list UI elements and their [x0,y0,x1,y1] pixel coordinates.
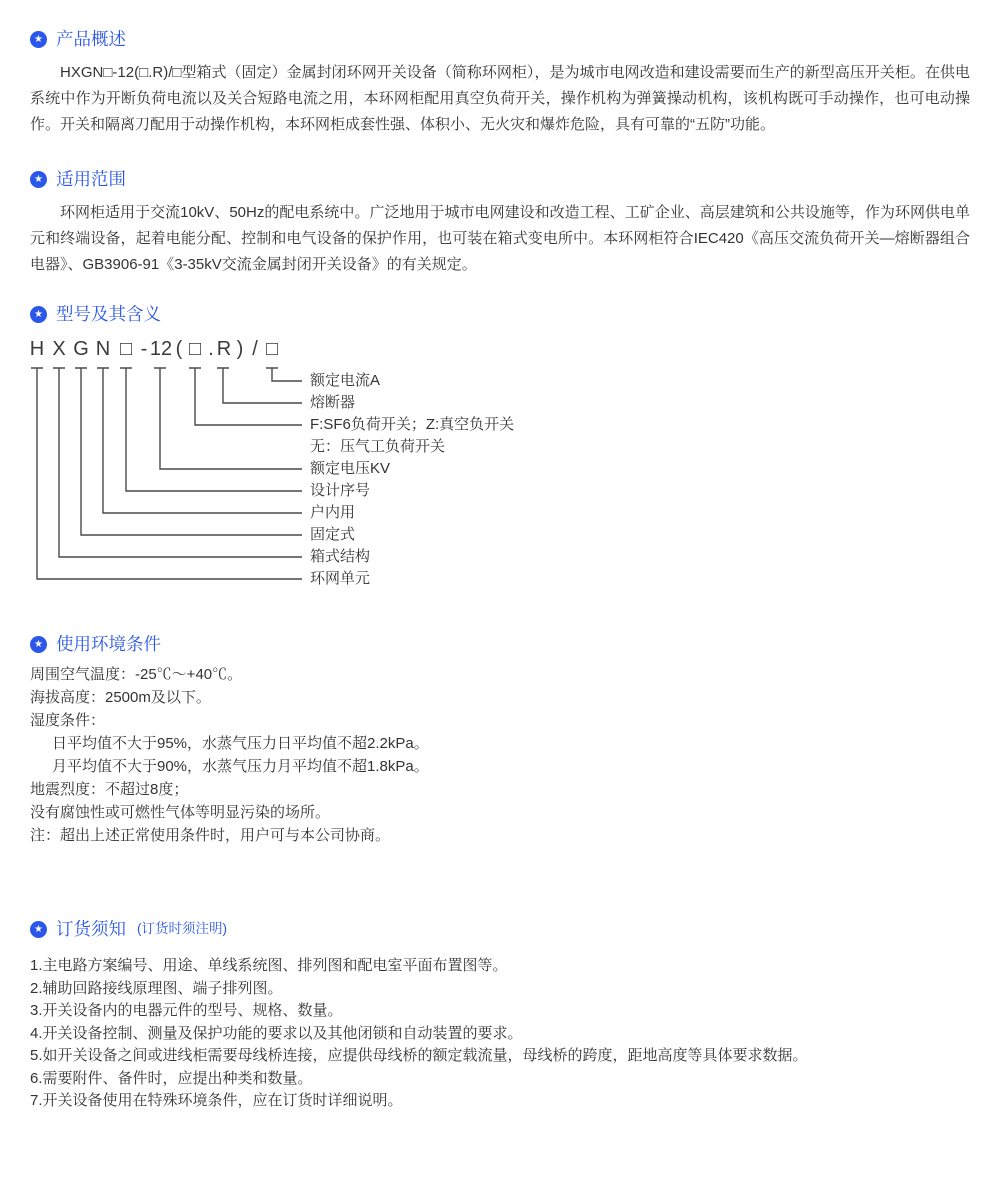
ordering-item: 4.开关设备控制、测量及保护功能的要求以及其他闭锁和自动装置的要求。 [30,1024,523,1042]
model-code-char: R [216,338,232,360]
section-title-model: 型号及其含义 [56,304,161,324]
model-label: 设计序号 [310,482,371,499]
section-header-scope [30,168,970,190]
ordering-item: 1.主电路方案编号、用途、单线系统图、排列图和配电室平面布置图等。 [30,957,508,974]
model-code-char: N [95,338,111,360]
section-bullet-icon: ★ [30,636,47,653]
ordering-item: 6.需要附件、备件时，应提出种类和数量。 [30,1069,313,1087]
model-code-char: X [52,338,66,360]
model-code-char: H [29,338,45,360]
ordering-items-list [30,955,970,1113]
model-label: 固定式 [310,526,356,543]
section-title-ordering: 订货须知 [56,919,126,939]
model-label: 无：压气工负荷开关 [310,438,446,455]
environment-line: 周围空气温度：-25℃～+40℃。 [30,666,243,683]
model-code-char: □ [265,338,279,360]
section-header-model [30,303,970,325]
model-code-char: / [252,338,258,360]
environment-line: 湿度条件： [30,712,106,729]
section-title-environment: 使用环境条件 [56,634,161,654]
section-bullet-icon: ★ [30,171,47,188]
model-label: 户内用 [310,504,356,521]
model-label: F:SF6负荷开关；Z:真空负开关 [310,416,515,433]
environment-line: 注：超出上述正常使用条件时，用户可与本公司协商。 [30,827,391,844]
ordering-item: 7.开关设备使用在特殊环境条件，应在订货时详细说明。 [30,1092,403,1109]
model-label: 环网单元 [310,570,371,587]
environment-line: 海拔高度：2500m及以下。 [30,689,211,706]
environment-line: 没有腐蚀性或可燃性气体等明显污染的场所。 [30,804,331,821]
model-designation-diagram [30,338,970,596]
ordering-item: 2.辅助回路接线原理图、端子排列图。 [30,979,283,997]
environment-line: 日平均值不大于95%，水蒸气压力日平均值不超2.2kPa。 [52,735,429,752]
section-header-ordering [30,918,970,940]
section-title-overview: 产品概述 [56,29,126,49]
model-code-char: □ [188,338,202,360]
model-code-char: □ [119,338,133,360]
model-code-char: - [140,338,148,360]
model-code-char: . [208,338,214,360]
section-header-overview [30,28,970,50]
model-code-char: ( [175,338,183,360]
section-header-environment [30,633,970,655]
model-label: 额定电流A [310,372,381,389]
section-bullet-icon: ★ [30,31,47,48]
section-title-scope: 适用范围 [56,169,126,189]
model-code-char: 12 [149,338,173,360]
ordering-item: 5.如开关设备之间或进线柜需要母线桥连接，应提供母线桥的额定载流量，母线桥的跨度，距地高度等具体要求数据。 [30,1047,808,1064]
model-label: 熔断器 [310,394,356,411]
model-connector-lines [30,338,970,596]
model-code-char: G [73,338,89,360]
model-label: 箱式结构 [310,548,371,565]
scope-paragraph: 环网柜适用于交流10kV、50Hz的配电系统中。广泛地用于城市电网建设和改造工程、工矿企业、高层建筑和公共设施等，作为环网供电单元和终端设备，起着电能分配、控制和电气设备的保护作用，也可装在箱式变电所中。本环网柜符合IEC420《高压交流负荷开关—熔断器组合电器》、GB3906-91《3-35kV交流金属封闭开关设备》的有关规定。 [30,204,970,273]
environment-line: 地震烈度：不超过8度； [30,781,189,798]
section-bullet-icon: ★ [30,306,47,323]
section-subtitle-ordering: (订货时须注明) [137,921,227,936]
environment-conditions-list [30,663,970,847]
ordering-item: 3.开关设备内的电器元件的型号、规格、数量。 [30,1002,343,1019]
overview-paragraph: HXGN□-12(□.R)/□型箱式（固定）金属封闭环网开关设备（简称环网柜），是为城市电网改造和建设需要而生产的新型高压开关柜。在供电系统中作为开断负荷电流以及关合短路电流之用，本环网柜配用真空负荷开关，操作机构为弹簧操动机构，该机构既可手动操作，也可电动操作。开关和隔离刀配用于动操作机构，本环网柜成套性强、体积小、无火灾和爆炸危险，具有可靠的“五防”功能。 [30,64,970,133]
environment-line: 月平均值不大于90%，水蒸气压力月平均值不超1.8kPa。 [52,758,429,775]
model-code-char: ) [236,338,244,360]
model-label: 额定电压KV [310,460,391,477]
section-bullet-icon: ★ [30,921,47,938]
